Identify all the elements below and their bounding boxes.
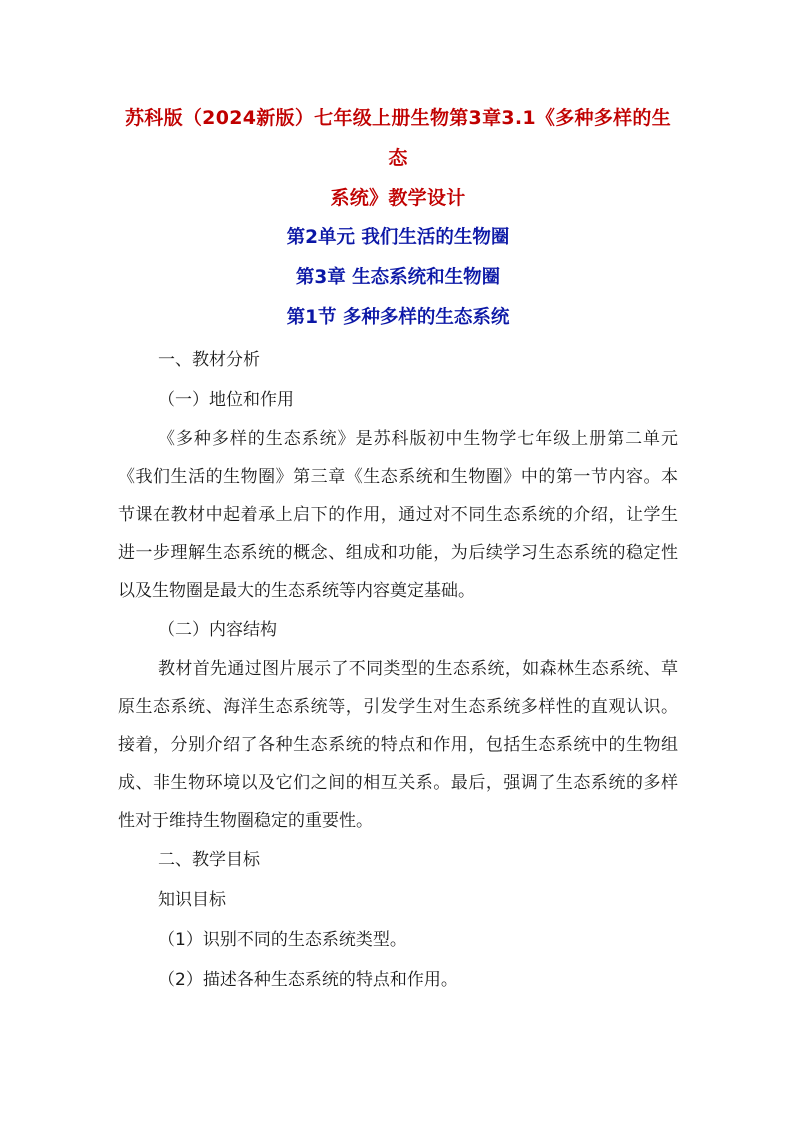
subsection-1-title: （一）地位和作用	[158, 390, 294, 410]
document-page	[118, 98, 678, 1000]
subsection-2-title: （二）内容结构	[158, 620, 277, 640]
section-heading: 第1节 多种多样的生态系统	[286, 307, 510, 328]
knowledge-goal-title: 知识目标	[158, 890, 226, 910]
part-2-title: 二、教学目标	[158, 850, 260, 870]
part-1-title: 一、教材分析	[158, 350, 260, 370]
unit-heading: 第2单元 我们生活的生物圈	[286, 227, 510, 248]
knowledge-goal-2: （2）描述各种生态系统的特点和作用。	[158, 970, 458, 990]
chapter-heading: 第3章 生态系统和生物圈	[295, 267, 501, 288]
subsection-1-paragraph: 《多种多样的生态系统》是苏科版初中生物学七年级上册第二单元《我们生活的生物圈》第三章《生态系统和生物圈》中的第一节内容。本节课在教材中起着承上启下的作用，通过对不同生态系统的介绍，让学生进一步理解生态系统的概念、组成和功能，为后续学习生态系统的稳定性以及生物圈是最大的生态系统等内容奠定基础。	[118, 429, 678, 601]
document-title-line-2: 系统》教学设计	[330, 187, 466, 209]
knowledge-goal-1: （1）识别不同的生态系统类型。	[158, 930, 407, 950]
subsection-2-paragraph: 教材首先通过图片展示了不同类型的生态系统，如森林生态系统、草原生态系统、海洋生态系统等，引发学生对生态系统多样性的直观认识。接着，分别介绍了各种生态系统的特点和作用，包括生态系统中的生物组成、非生物环境以及它们之间的相互关系。最后，强调了生态系统的多样性对于维持生物圈稳定的重要性。	[118, 659, 678, 831]
document-title-line-1: 苏科版（2024新版）七年级上册生物第3章3.1《多种多样的生态	[124, 107, 672, 169]
